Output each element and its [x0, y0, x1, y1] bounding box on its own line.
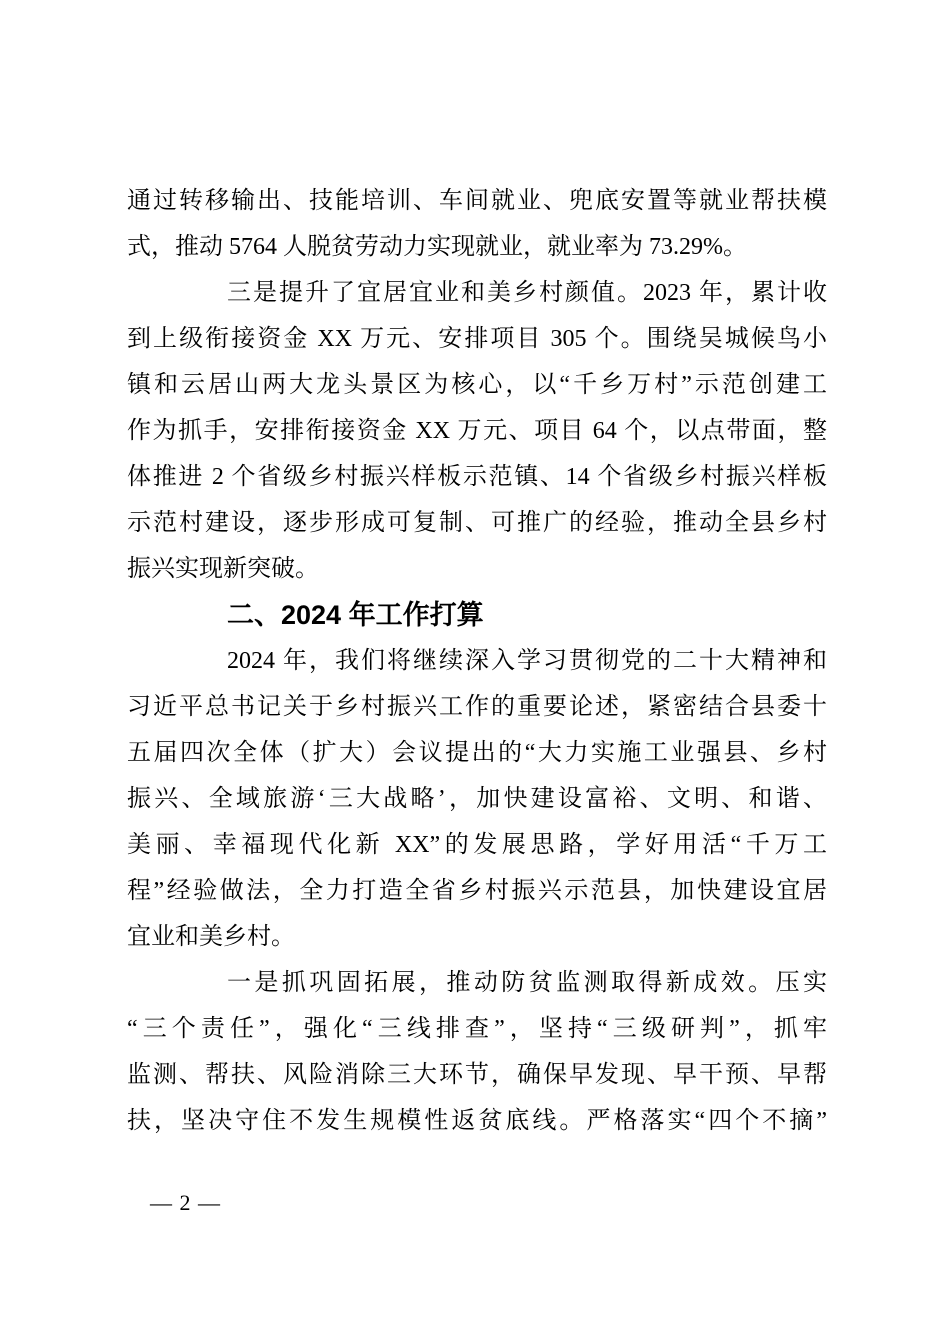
text-line: 作为抓手，安排衔接资金 XX 万元、项目 64 个，以点带面，整 [127, 418, 827, 444]
text-line: 2024 年，我们将继续深入学习贯彻党的二十大精神和 [227, 648, 827, 674]
text-line: 一是抓巩固拓展，推动防贫监测取得新成效。压实 [227, 970, 827, 996]
text-line: 程”经验做法，全力打造全省乡村振兴示范县，加快建设宜居 [127, 878, 827, 904]
section-heading: 二、2024 年工作打算 [227, 600, 484, 630]
text-line: 通过转移输出、技能培训、车间就业、兜底安置等就业帮扶模 [127, 188, 827, 214]
text-line: 镇和云居山两大龙头景区为核心，以“千乡万村”示范创建工 [127, 372, 827, 398]
text-line: 振兴、全域旅游‘三大战略’，加快建设富裕、文明、和谐、 [127, 786, 827, 812]
text-line: 五届四次全体（扩大）会议提出的“大力实施工业强县、乡村 [127, 740, 827, 766]
text-line: 监测、帮扶、风险消除三大环节，确保早发现、早干预、早帮 [127, 1062, 827, 1088]
text-line: 振兴实现新突破。 [127, 556, 319, 582]
document-body [127, 178, 827, 1144]
text-line: 示范村建设，逐步形成可复制、可推广的经验，推动全县乡村 [127, 510, 827, 536]
text-line: 宜业和美乡村。 [127, 924, 295, 950]
text-line: 习近平总书记关于乡村振兴工作的重要论述，紧密结合县委十 [127, 694, 827, 720]
text-line: 到上级衔接资金 XX 万元、安排项目 305 个。围绕吴城候鸟小 [127, 326, 827, 352]
text-line: 体推进 2 个省级乡村振兴样板示范镇、14 个省级乡村振兴样板 [127, 464, 827, 490]
text-line: 扶，坚决守住不发生规模性返贫底线。严格落实“四个不摘” [127, 1108, 827, 1134]
text-line: 式，推动 5764 人脱贫劳动力实现就业，就业率为 73.29%。 [127, 234, 747, 260]
text-line: 美丽、幸福现代化新 XX”的发展思路，学好用活“千万工 [127, 832, 827, 858]
text-line: 三是提升了宜居宜业和美乡村颜值。2023 年，累计收 [227, 280, 827, 306]
text-line: “三个责任”，强化“三线排查”，坚持“三级研判”，抓牢 [127, 1016, 827, 1042]
page-number: — 2 — [150, 1190, 221, 1215]
